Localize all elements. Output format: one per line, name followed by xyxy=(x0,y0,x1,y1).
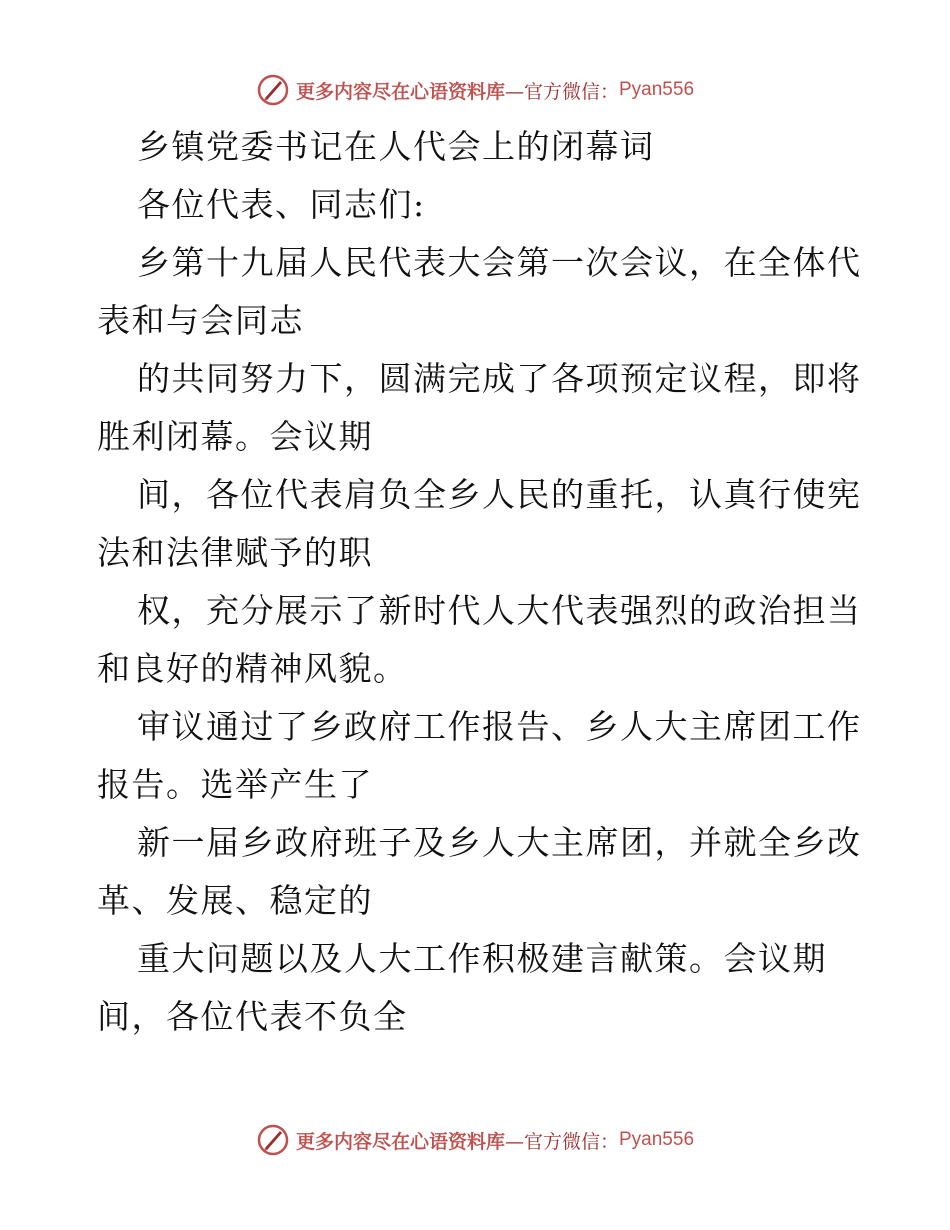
document-body xyxy=(97,118,862,1046)
header-banner-id: Pyan556 xyxy=(619,79,695,100)
body-line: 法和法律赋予的职 xyxy=(97,533,373,572)
footer-banner-sub: —官方微信： xyxy=(504,1130,619,1153)
body-line: 革、发展、稳定的 xyxy=(97,881,373,920)
footer-watermark-banner xyxy=(0,1120,950,1160)
body-line: 新一届乡政府班子及乡人大主席团，并就全乡改 xyxy=(137,823,862,862)
body-line: 权，充分展示了新时代人大代表强烈的政治担当 xyxy=(137,591,862,630)
body-line: 报告。选举产生了 xyxy=(97,765,373,804)
body-line: 胜利闭幕。会议期 xyxy=(97,417,373,456)
salutation: 各位代表、同志们: xyxy=(137,185,426,224)
body-line: 重大问题以及人大工作积极建言献策。会议期 xyxy=(137,939,827,978)
document-title: 乡镇党委书记在人代会上的闭幕词 xyxy=(137,127,655,166)
header-banner-sub: —官方微信： xyxy=(504,80,619,103)
header-watermark-banner xyxy=(0,70,950,110)
body-line: 表和与会同志 xyxy=(97,301,304,340)
body-line: 审议通过了乡政府工作报告、乡人大主席团工作 xyxy=(137,707,862,746)
body-line: 间，各位代表不负全 xyxy=(97,997,408,1036)
body-line: 间，各位代表肩负全乡人民的重托，认真行使宪 xyxy=(137,475,862,514)
header-banner-main: 更多内容尽在心语资料库 xyxy=(295,80,505,103)
footer-banner-main: 更多内容尽在心语资料库 xyxy=(295,1130,505,1153)
quill-logo-icon xyxy=(256,1123,290,1157)
body-line: 的共同努力下，圆满完成了各项预定议程，即将 xyxy=(137,359,862,398)
body-line: 乡第十九届人民代表大会第一次会议，在全体代 xyxy=(137,243,862,282)
footer-banner-id: Pyan556 xyxy=(619,1129,695,1150)
body-line: 和良好的精神风貌。 xyxy=(97,649,408,688)
quill-logo-icon xyxy=(256,73,290,107)
